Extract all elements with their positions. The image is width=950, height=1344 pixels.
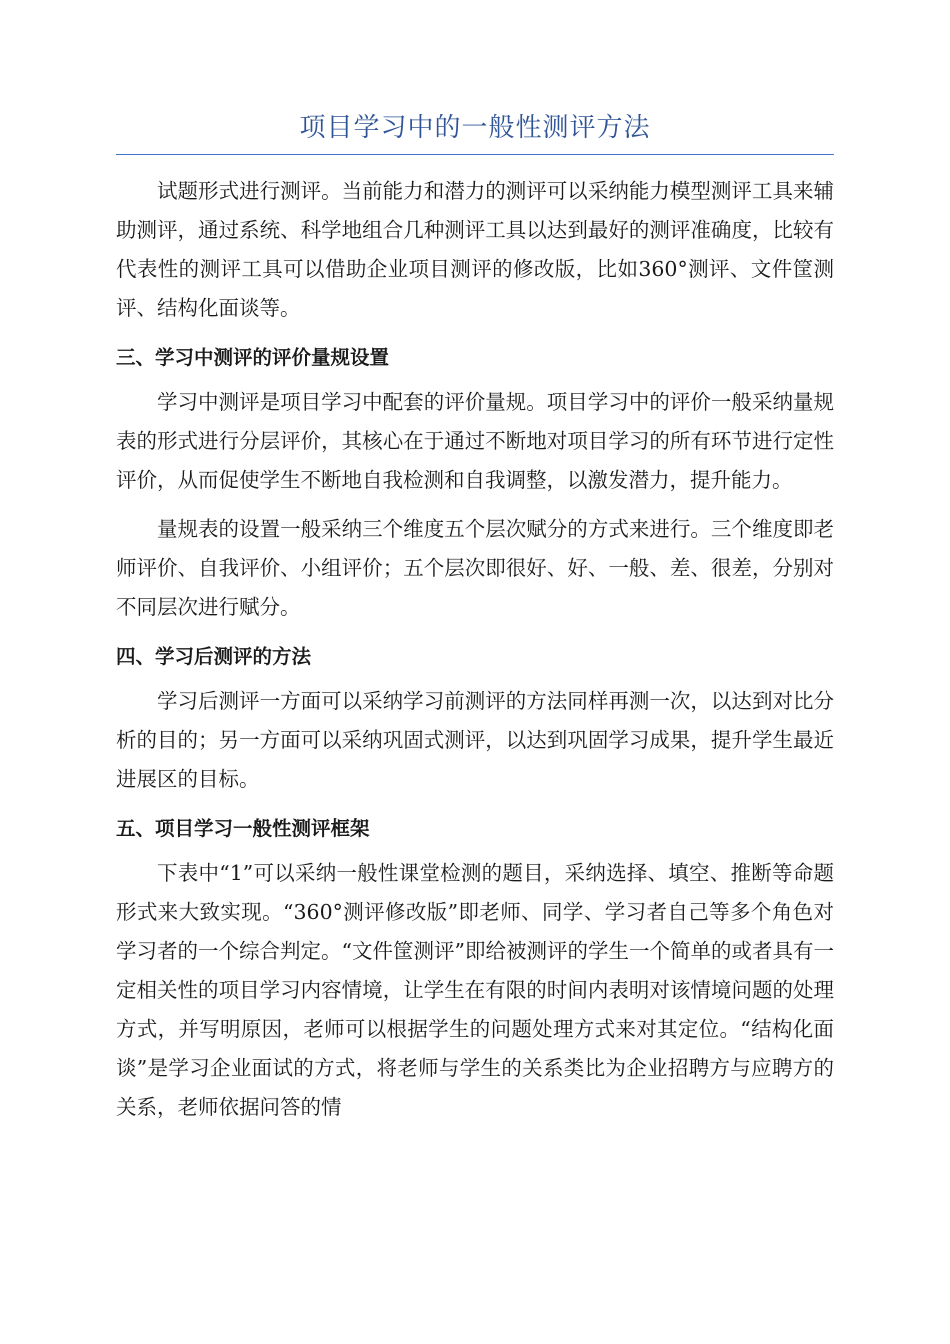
paragraph-post-assessment: 学习后测评一方面可以采纳学习前测评的方法同样再测一次，以达到对比分析的目的；另一方面可以采纳巩固式测评，以达到巩固学习成果，提升学生最近进展区的目标。 xyxy=(116,689,834,791)
document-title: 项目学习中的一般性测评方法 xyxy=(116,108,834,155)
document-page xyxy=(116,108,834,1127)
section-heading-3: 三、学习中测评的评价量规设置 xyxy=(116,346,390,369)
section-heading-4: 四、学习后测评的方法 xyxy=(116,645,312,668)
paragraph-rubric-description: 学习中测评是项目学习中配套的评价量规。项目学习中的评价一般采纳量规表的形式进行分层评价，其核心在于通过不断地对项目学习的所有环节进行定性评价，从而促使学生不断地自我检测和自我调整，以激发潜力，提升能力。 xyxy=(116,390,834,492)
section-heading-5: 五、项目学习一般性测评框架 xyxy=(116,817,370,840)
paragraph-framework-description: 下表中“1”可以采纳一般性课堂检测的题目，采纳选择、填空、推断等命题形式来大致实现。“360°测评修改版”即老师、同学、学习者自己等多个角色对学习者的一个综合判定。“文件筐测评”即给被测评的学生一个简单的或者具有一定相关性的项目学习内容情境，让学生在有限的时间内表明对该情境问题的处理方式，并写明原因，老师可以根据学生的问题处理方式来对其定位。“结构化面谈”是学习企业面试的方式，将老师与学生的关系类比为企业招聘方与应聘方的关系，老师依据问答的情 xyxy=(116,861,834,1119)
paragraph-rubric-settings: 量规表的设置一般采纳三个维度五个层次赋分的方式来进行。三个维度即老师评价、自我评价、小组评价；五个层次即很好、好、一般、差、很差，分别对不同层次进行赋分。 xyxy=(116,517,834,619)
paragraph-intro-continued: 试题形式进行测评。当前能力和潜力的测评可以采纳能力模型测评工具来辅助测评，通过系统、科学地组合几种测评工具以达到最好的测评准确度，比较有代表性的测评工具可以借助企业项目测评的修改版，比如360°测评、文件筐测评、结构化面谈等。 xyxy=(116,179,834,320)
